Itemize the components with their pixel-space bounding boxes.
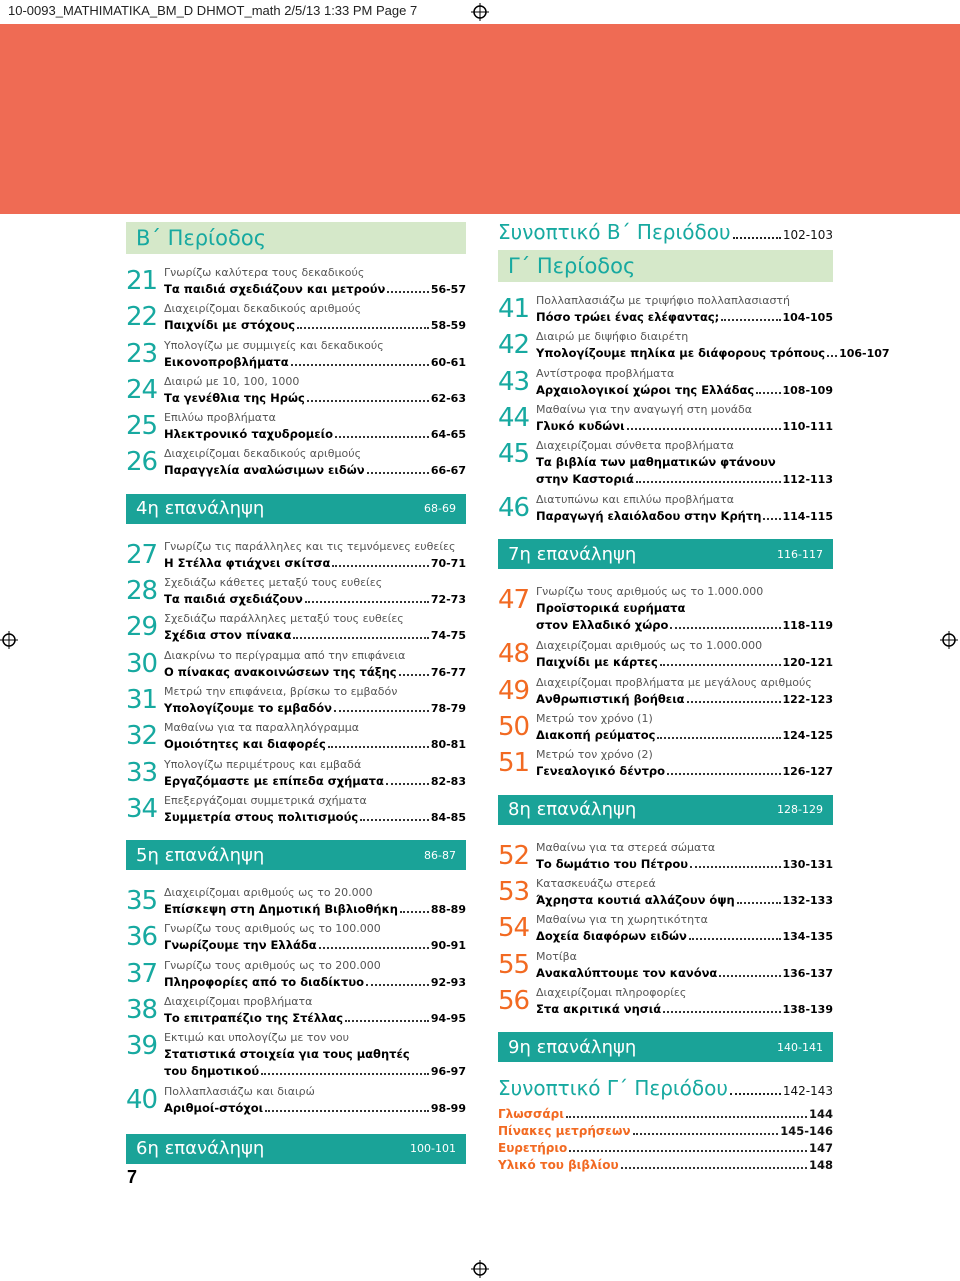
- lesson-title: Ανακαλύπτουμε τον κανόνα: [536, 965, 718, 980]
- revision-9-bar[interactable]: [498, 1032, 833, 1062]
- lesson-title: Γνωρίζουμε την Ελλάδα: [164, 938, 317, 953]
- lesson-subtitle: Μαθαίνω για τη χωρητικότητα: [536, 913, 708, 927]
- lesson-subtitle: Μετρώ τον χρόνο (2): [536, 748, 653, 762]
- revision-4-bar[interactable]: [126, 494, 466, 524]
- lesson-number: 24: [126, 374, 158, 405]
- lesson-subtitle: Γνωρίζω καλύτερα τους δεκαδικούς: [164, 266, 365, 279]
- lesson-subtitle: Πολλαπλασιάζω και διαιρώ: [164, 1085, 315, 1099]
- lesson-number: 52: [498, 840, 530, 871]
- lesson-pages: 96-97: [430, 1065, 466, 1079]
- leader-dots: [328, 746, 429, 748]
- lesson-title: Παιχνίδι με στόχους: [164, 318, 296, 333]
- lesson-title: Συμμετρία στους πολιτισμούς: [164, 809, 359, 824]
- lesson-title: Επίσκεψη στη Δημοτική Βιβλιοθήκη: [164, 902, 398, 917]
- lesson-title: Γενεαλογικό δέντρο: [536, 764, 666, 779]
- summary-pages: 142-143: [782, 1084, 833, 1099]
- lesson-pages: 74-75: [430, 629, 466, 643]
- leader-dots: [399, 674, 429, 676]
- lesson-pages: 78-79: [430, 701, 466, 715]
- lesson-number: 28: [126, 576, 158, 607]
- period-b-header: [126, 222, 466, 254]
- registration-mark-icon: [471, 3, 489, 21]
- lesson-entry-52[interactable]: [498, 839, 833, 875]
- lesson-title: Το επιτραπέζιο της Στέλλας: [164, 1011, 344, 1026]
- lesson-entry-50[interactable]: [498, 710, 833, 746]
- leader-dots: [307, 400, 429, 402]
- lesson-subtitle: Μετρώ τον χρόνο (1): [536, 712, 653, 726]
- lesson-entry-49[interactable]: [498, 674, 833, 710]
- lesson-number: 53: [498, 876, 530, 907]
- lesson-subtitle: Διαχειρίζομαι δεκαδικούς αριθμούς: [164, 447, 362, 461]
- appendix-entry[interactable]: [498, 1123, 833, 1140]
- leader-dots: [319, 947, 429, 949]
- lesson-pages: 72-73: [430, 593, 466, 607]
- lesson-title: Παραγωγή ελαιόλαδου στην Κρήτη: [536, 509, 762, 524]
- lesson-pages: 136-137: [782, 966, 833, 980]
- lesson-pages: 88-89: [430, 903, 466, 917]
- period-title: Β΄ Περίοδος: [136, 226, 267, 250]
- lesson-subtitle: Διαχειρίζομαι σύνθετα προβλήματα: [536, 439, 734, 453]
- lesson-subtitle: Πολλαπλασιάζω με τριψήφιο πολλαπλασιαστή: [536, 294, 791, 307]
- lesson-number: 43: [498, 366, 530, 397]
- lesson-pages: 92-93: [430, 975, 466, 989]
- lesson-pages: 132-133: [782, 893, 833, 907]
- leader-dots: [670, 627, 780, 629]
- lesson-title: Το δωμάτιο του Πέτρου: [536, 856, 689, 871]
- lesson-pages: 104-105: [782, 311, 833, 324]
- leader-dots: [827, 355, 837, 357]
- lesson-entry-27[interactable]: [126, 538, 466, 574]
- lesson-subtitle: Κατασκευάζω στερεά: [536, 876, 656, 890]
- leader-dots: [334, 710, 429, 712]
- lesson-entry-46[interactable]: [498, 491, 833, 527]
- lesson-title: Εργαζόμαστε με επίπεδα σχήματα: [164, 773, 384, 788]
- lesson-number: 56: [498, 985, 530, 1016]
- lesson-entry-30[interactable]: [126, 647, 466, 683]
- lesson-subtitle: Γνωρίζω τους αριθμούς ως το 100.000: [164, 922, 381, 936]
- leader-dots: [690, 866, 780, 868]
- lesson-entry-34[interactable]: [126, 792, 466, 828]
- lesson-entry-36[interactable]: [126, 920, 466, 956]
- lesson-pages: 106-107: [839, 347, 890, 361]
- lesson-title: Ανθρωπιστική βοήθεια: [536, 691, 685, 706]
- lesson-subtitle: Αντίστροφα προβλήματα: [536, 366, 675, 380]
- leader-dots: [663, 1011, 780, 1013]
- leader-dots: [293, 637, 428, 639]
- lesson-title-cont: του δημοτικού: [164, 1064, 260, 1079]
- lesson-title: Άχρηστα κουτιά αλλάζουν όψη: [536, 892, 735, 907]
- lesson-number: 50: [498, 712, 530, 743]
- leader-dots: [730, 1093, 781, 1095]
- appendix-label: Γλωσσάρι: [498, 1107, 564, 1122]
- lesson-pages: 82-83: [430, 774, 466, 788]
- lesson-number: 30: [126, 648, 158, 679]
- leader-dots: [386, 783, 429, 785]
- lesson-title: Στατιστικά στοιχεία για τους μαθητές: [164, 1047, 410, 1062]
- lesson-subtitle: Διαιρώ με διψήφιο διαιρέτη: [536, 330, 689, 344]
- lesson-title: Σχέδια στον πίνακα: [164, 628, 292, 643]
- revision-pages: 100-101: [410, 1142, 456, 1156]
- lesson-title: Δοχεία διαφόρων ειδών: [536, 929, 687, 944]
- lesson-number: 37: [126, 958, 158, 989]
- lesson-subtitle: Γνωρίζω τους αριθμούς ως το 1.000.000: [536, 585, 764, 599]
- right-column: [498, 220, 890, 1174]
- lesson-pages: 56-57: [430, 283, 466, 296]
- lesson-number: 26: [126, 447, 158, 478]
- file-info: 10-0093_MATHIMATIKA_BM_D DHMOT_math 2/5/13 1:33 PM Page 7: [8, 3, 418, 18]
- registration-mark-icon: [0, 631, 18, 649]
- lesson-entry-22[interactable]: [126, 300, 466, 336]
- lesson-number: 22: [126, 302, 158, 333]
- lesson-number: 40: [126, 1085, 158, 1116]
- leader-dots: [733, 237, 781, 239]
- leader-dots: [687, 701, 781, 703]
- summary-title: Συνοπτικό Γ΄ Περιόδου: [498, 1076, 728, 1101]
- leader-dots: [719, 975, 780, 977]
- left-column: [126, 222, 466, 1178]
- leader-dots: [387, 291, 428, 293]
- leader-dots: [569, 1150, 807, 1152]
- leader-dots: [756, 392, 780, 394]
- lesson-entry-38[interactable]: [126, 993, 466, 1029]
- lesson-number: 33: [126, 757, 158, 788]
- lesson-entry-42[interactable]: [498, 328, 890, 364]
- lesson-entry-51[interactable]: [498, 746, 833, 782]
- lesson-entry-53[interactable]: [498, 875, 833, 911]
- lesson-title: Παραγγελία αναλώσιμων ειδών: [164, 463, 365, 478]
- lesson-entry-39[interactable]: [126, 1029, 466, 1083]
- lesson-title: Αρχαιολογικοί χώροι της Ελλάδας: [536, 382, 755, 397]
- leader-dots: [566, 1116, 807, 1118]
- summary-b[interactable]: [498, 220, 833, 244]
- lesson-entry-33[interactable]: [126, 756, 466, 792]
- lesson-entry-23[interactable]: [126, 337, 466, 373]
- lesson-subtitle: Επιλύω προβλήματα: [164, 411, 276, 425]
- lesson-entry-44[interactable]: [498, 401, 833, 437]
- leader-dots: [657, 737, 780, 739]
- revision-pages: 68-69: [424, 502, 456, 516]
- lesson-subtitle: Μαθαίνω για τα στερεά σώματα: [536, 840, 716, 854]
- lesson-pages: 118-119: [782, 619, 833, 633]
- lesson-entry-45[interactable]: [498, 437, 833, 491]
- lesson-subtitle: Γνωρίζω τις παράλληλες και τις τεμνόμενες ευθείες: [164, 539, 456, 553]
- leader-dots: [332, 565, 428, 567]
- lesson-entry-41[interactable]: [498, 292, 833, 328]
- lesson-subtitle: Διαχειρίζομαι πληροφορίες: [536, 985, 687, 999]
- lesson-pages: 62-63: [430, 391, 466, 405]
- lesson-subtitle: Γνωρίζω τους αριθμούς ως το 200.000: [164, 958, 381, 972]
- lesson-entry-43[interactable]: [498, 365, 833, 401]
- revision-title: 6η επανάληψη: [136, 1138, 265, 1160]
- lesson-number: 27: [126, 539, 158, 570]
- lesson-pages: 76-77: [430, 665, 466, 679]
- leader-dots: [291, 364, 429, 366]
- lesson-title: Ο πίνακας ανακοινώσεων της τάξης: [164, 664, 397, 679]
- lesson-number: 25: [126, 411, 158, 442]
- lesson-title: Ηλεκτρονικό ταχυδρομείο: [164, 427, 334, 442]
- revision-pages: 140-141: [777, 1040, 823, 1054]
- lesson-number: 46: [498, 493, 530, 524]
- revision-title: 7η επανάληψη: [508, 543, 637, 565]
- lesson-title: Πόσο τρώει ένας ελέφαντας;: [536, 310, 720, 324]
- lesson-title: Προϊστορικά ευρήματα: [536, 601, 686, 616]
- appendix-label: Υλικό του βιβλίου: [498, 1158, 619, 1173]
- leader-dots: [667, 773, 780, 775]
- lesson-number: 31: [126, 684, 158, 715]
- lesson-pages: 64-65: [430, 428, 466, 442]
- revision-title: 4η επανάληψη: [136, 498, 265, 520]
- lesson-entry-54[interactable]: [498, 911, 833, 947]
- lesson-number: 41: [498, 294, 530, 324]
- lesson-entry-40[interactable]: [126, 1083, 466, 1119]
- lesson-entry-55[interactable]: [498, 948, 833, 984]
- lesson-subtitle: Διαχειρίζομαι προβλήματα: [164, 995, 313, 1009]
- summary-pages: 102-103: [782, 228, 833, 242]
- lesson-entry-56[interactable]: [498, 984, 833, 1020]
- lesson-entry-26[interactable]: [126, 445, 466, 481]
- lesson-title: Τα βιβλία των μαθηματικών φτάνουν: [536, 455, 776, 470]
- lesson-pages: 90-91: [430, 939, 466, 953]
- lesson-subtitle: Μετρώ την επιφάνεια, βρίσκω το εμβαδόν: [164, 684, 398, 698]
- lesson-entry-31[interactable]: [126, 683, 466, 719]
- revision-8-bar[interactable]: [498, 795, 833, 825]
- leader-dots: [305, 601, 429, 603]
- lesson-subtitle: Εκτιμώ και υπολογίζω με τον νου: [164, 1031, 349, 1045]
- revision-pages: 116-117: [777, 547, 823, 561]
- revision-title: 8η επανάληψη: [508, 799, 637, 821]
- lesson-title: Πληροφορίες από το διαδίκτυο: [164, 974, 365, 989]
- lesson-subtitle: Μοτίβα: [536, 949, 577, 963]
- lesson-entry-21[interactable]: [126, 264, 466, 300]
- lesson-pages: 70-71: [430, 556, 466, 570]
- leader-dots: [689, 938, 781, 940]
- lesson-title-cont: στον Ελλαδικό χώρο: [536, 618, 669, 633]
- appendix-pages: 145-146: [780, 1124, 833, 1139]
- lesson-pages: 124-125: [782, 729, 833, 743]
- lesson-entry-25[interactable]: [126, 409, 466, 445]
- lesson-subtitle: Διακρίνω το περίγραμμα από την επιφάνεια: [164, 648, 406, 662]
- lesson-title: Εικονοπροβλήματα: [164, 354, 289, 369]
- lesson-subtitle: Διαχειρίζομαι δεκαδικούς αριθμούς: [164, 302, 362, 316]
- lesson-number: 54: [498, 913, 530, 944]
- lesson-entry-37[interactable]: [126, 957, 466, 993]
- leader-dots: [721, 319, 780, 321]
- lesson-number: 23: [126, 338, 158, 369]
- registration-mark-icon: [471, 1260, 489, 1278]
- lesson-title: Υπολογίζουμε το εμβαδόν: [164, 700, 333, 715]
- leader-dots: [345, 1020, 429, 1022]
- lesson-pages: 94-95: [430, 1012, 466, 1026]
- lesson-title: Γλυκό κυδώνι: [536, 418, 625, 433]
- revision-7-bar[interactable]: [498, 539, 833, 569]
- lesson-number: 51: [498, 748, 530, 779]
- lesson-title: Παιχνίδι με κάρτες: [536, 655, 658, 670]
- leader-dots: [737, 902, 781, 904]
- lesson-subtitle: Σχεδιάζω κάθετες μεταξύ τους ευθείες: [164, 576, 383, 590]
- leader-dots: [400, 911, 429, 913]
- lesson-title: Ομοιότητες και διαφορές: [164, 737, 326, 752]
- lesson-subtitle: Διαιρώ με 10, 100, 1000: [164, 374, 300, 388]
- appendix-pages: 148: [808, 1158, 833, 1173]
- lesson-pages: 134-135: [782, 930, 833, 944]
- lesson-number: 21: [126, 266, 158, 296]
- lesson-subtitle: Υπολογίζω περιμέτρους και εμβαδά: [164, 757, 362, 771]
- revision-6-bar[interactable]: [126, 1134, 466, 1164]
- lesson-entry-28[interactable]: [126, 574, 466, 610]
- lesson-number: 48: [498, 639, 530, 670]
- lesson-pages: 110-111: [782, 419, 833, 433]
- lesson-subtitle: Μαθαίνω για τα παραλληλόγραμμα: [164, 721, 359, 735]
- lesson-title: Η Στέλλα φτιάχνει σκίτσα: [164, 555, 331, 570]
- lesson-subtitle: Διαχειρίζομαι αριθμούς ως το 20.000: [164, 886, 373, 900]
- appendix-pages: 147: [808, 1141, 833, 1156]
- leader-dots: [335, 436, 429, 438]
- lesson-title: Διακοπή ρεύματος: [536, 728, 656, 743]
- revision-5-bar[interactable]: [126, 840, 466, 870]
- lesson-title: Τα παιδιά σχεδιάζουν και μετρούν: [164, 282, 386, 296]
- lesson-number: 34: [126, 793, 158, 824]
- lesson-pages: 84-85: [430, 810, 466, 824]
- lesson-pages: 60-61: [430, 355, 466, 369]
- lesson-pages: 114-115: [782, 510, 833, 524]
- lesson-number: 42: [498, 330, 530, 361]
- revision-pages: 86-87: [424, 848, 456, 862]
- lesson-number: 55: [498, 949, 530, 980]
- appendix-label: Πίνακες μετρήσεων: [498, 1124, 631, 1139]
- leader-dots: [366, 984, 429, 986]
- lesson-pages: 80-81: [430, 738, 466, 752]
- appendix-entry[interactable]: [498, 1106, 833, 1123]
- appendix-label: Ευρετήριο: [498, 1141, 568, 1156]
- lesson-pages: 138-139: [782, 1002, 833, 1016]
- appendix-entry[interactable]: [498, 1157, 833, 1174]
- leader-dots: [360, 819, 429, 821]
- registration-mark-icon: [940, 631, 958, 649]
- lesson-entry-29[interactable]: [126, 610, 466, 646]
- lesson-subtitle: Διατυπώνω και επιλύω προβλήματα: [536, 493, 734, 507]
- lesson-number: 49: [498, 675, 530, 706]
- leader-dots: [265, 1110, 429, 1112]
- lesson-entry-32[interactable]: [126, 719, 466, 755]
- lesson-number: 44: [498, 402, 530, 433]
- leader-dots: [297, 327, 429, 329]
- lesson-title: Αριθμοί-στόχοι: [164, 1101, 264, 1116]
- lesson-title: Στα ακριτικά νησιά: [536, 1001, 662, 1016]
- lesson-pages: 108-109: [782, 383, 833, 397]
- revision-title: 5η επανάληψη: [136, 844, 265, 866]
- lesson-pages: 126-127: [782, 765, 833, 779]
- lesson-title: Τα γενέθλια της Ηρώς: [164, 390, 305, 405]
- lesson-subtitle: Μαθαίνω για την αναγωγή στη μονάδα: [536, 402, 753, 416]
- lesson-title-cont: στην Καστοριά: [536, 472, 634, 487]
- lesson-number: 36: [126, 922, 158, 953]
- lesson-number: 39: [126, 1031, 158, 1062]
- period-c-header: [498, 250, 833, 282]
- lesson-entry-24[interactable]: [126, 373, 466, 409]
- revision-pages: 128-129: [777, 803, 823, 817]
- leader-dots: [627, 428, 781, 430]
- lesson-entry-35[interactable]: [126, 884, 466, 920]
- lesson-number: 32: [126, 721, 158, 752]
- lesson-number: 47: [498, 585, 530, 616]
- lesson-subtitle: Υπολογίζω με συμμιγείς και δεκαδικούς: [164, 338, 384, 352]
- lesson-subtitle: Διαχειρίζομαι προβλήματα με μεγάλους αριθμούς: [536, 675, 812, 689]
- leader-dots: [621, 1167, 807, 1169]
- leader-dots: [660, 664, 781, 666]
- lesson-subtitle: Σχεδιάζω παράλληλες μεταξύ τους ευθείες: [164, 612, 404, 626]
- lesson-pages: 130-131: [782, 857, 833, 871]
- leader-dots: [367, 472, 429, 474]
- lesson-pages: 122-123: [782, 692, 833, 706]
- lesson-entry-47[interactable]: [498, 583, 833, 637]
- lesson-subtitle: Διαχειρίζομαι αριθμούς ως το 1.000.000: [536, 639, 763, 653]
- summary-c[interactable]: [498, 1076, 833, 1100]
- leader-dots: [633, 1133, 779, 1135]
- lesson-pages: 120-121: [782, 656, 833, 670]
- leader-dots: [636, 481, 781, 483]
- appendix-entry[interactable]: [498, 1140, 833, 1157]
- leader-dots: [261, 1073, 429, 1075]
- lesson-pages: 112-113: [782, 473, 833, 487]
- lesson-pages: 58-59: [430, 319, 466, 333]
- revision-title: 9η επανάληψη: [508, 1036, 637, 1058]
- appendix-pages: 144: [808, 1107, 833, 1122]
- lesson-number: 38: [126, 995, 158, 1026]
- page-number: 7: [127, 1167, 138, 1187]
- lesson-number: 35: [126, 886, 158, 917]
- lesson-subtitle: Επεξεργάζομαι συμμετρικά σχήματα: [164, 793, 367, 807]
- leader-dots: [763, 518, 780, 520]
- lesson-pages: 98-99: [430, 1102, 466, 1116]
- top-banner: [0, 24, 960, 214]
- lesson-number: 29: [126, 612, 158, 643]
- lesson-title: Υπολογίζουμε πηλίκα με διάφορους τρόπους: [536, 346, 826, 361]
- lesson-title: Τα παιδιά σχεδιάζουν: [164, 592, 303, 607]
- lesson-number: 45: [498, 439, 530, 470]
- period-title: Γ΄ Περίοδος: [508, 254, 636, 278]
- lesson-entry-48[interactable]: [498, 637, 833, 673]
- summary-title: Συνοπτικό Β΄ Περιόδου: [498, 220, 731, 244]
- lesson-pages: 66-67: [430, 464, 466, 478]
